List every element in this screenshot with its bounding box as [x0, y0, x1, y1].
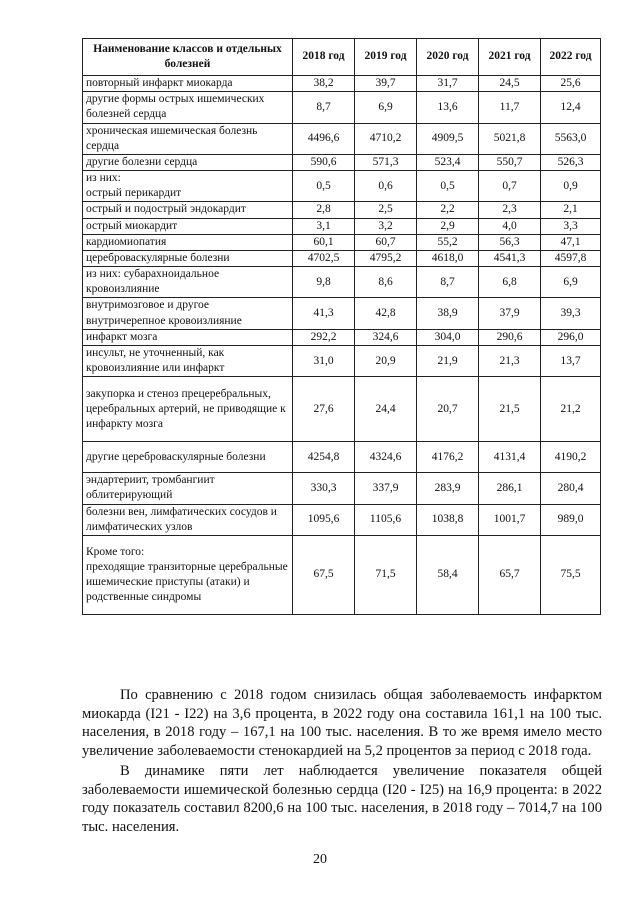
table-row	[83, 345, 601, 376]
row-value: 37,9	[479, 298, 541, 329]
row-value: 6,8	[479, 267, 541, 298]
table-row	[83, 442, 601, 473]
table-body	[83, 76, 601, 615]
row-value: 4,0	[479, 218, 541, 234]
row-value: 1038,8	[417, 504, 479, 535]
table-header-row	[83, 39, 601, 76]
row-value: 4176,2	[417, 442, 479, 473]
row-value: 6,9	[355, 92, 417, 123]
row-value: 27,6	[293, 377, 355, 442]
row-value: 3,1	[293, 218, 355, 234]
header-year: 2019 год	[355, 39, 417, 76]
row-value: 4618,0	[417, 250, 479, 266]
row-value: 13,6	[417, 92, 479, 123]
row-value: 6,9	[541, 267, 601, 298]
row-value: 2,3	[479, 202, 541, 218]
row-value: 290,6	[479, 329, 541, 345]
row-value: 8,6	[355, 267, 417, 298]
row-value: 75,5	[541, 535, 601, 614]
table-row	[83, 154, 601, 170]
row-value: 4131,4	[479, 442, 541, 473]
row-value: 526,3	[541, 154, 601, 170]
row-value: 47,1	[541, 234, 601, 250]
row-value: 65,7	[479, 535, 541, 614]
row-value: 39,7	[355, 76, 417, 92]
row-value: 2,5	[355, 202, 417, 218]
paragraph: По сравнению с 2018 годом снизилась общая заболеваемость инфарктом миокарда (I21 - I22) на 3,6 процента, в 2022 году она составила 161,1 на 100 тыс. населения, в 2018 году – 167,1 на 100 тыс. населения. В то же время имело место увеличение заболеваемости стенокардией на 5,2 процентов за период с 2018 года.	[82, 687, 602, 759]
table-row	[83, 92, 601, 123]
row-value: 0,5	[293, 171, 355, 202]
row-value: 4254,8	[293, 442, 355, 473]
table-row	[83, 535, 601, 614]
row-value: 21,3	[479, 345, 541, 376]
row-value: 39,3	[541, 298, 601, 329]
row-value: 2,2	[417, 202, 479, 218]
row-value: 20,7	[417, 377, 479, 442]
row-value: 283,9	[417, 473, 479, 504]
header-name: Наименование классов и отдельных болезней	[83, 39, 293, 76]
paragraph: В динамике пяти лет наблюдается увеличение показателя общей заболеваемости ишемической болезнью сердца (I20 - I25) на 16,9 процента: в 2022 году показатель составил 8200,6 на 100 тыс. населения, в 2018 году – 7014,7 на 100 тыс. населения.	[82, 763, 602, 835]
row-name: болезни вен, лимфатических сосудов и лимфатических узлов	[83, 504, 293, 535]
row-value: 58,4	[417, 535, 479, 614]
row-value: 0,9	[541, 171, 601, 202]
header-year: 2020 год	[417, 39, 479, 76]
row-value: 13,7	[541, 345, 601, 376]
row-value: 2,8	[293, 202, 355, 218]
row-value: 337,9	[355, 473, 417, 504]
row-name: из них: острый перикардит	[83, 171, 293, 202]
row-value: 38,9	[417, 298, 479, 329]
row-value: 12,4	[541, 92, 601, 123]
row-value: 60,1	[293, 234, 355, 250]
body-text	[82, 686, 602, 838]
row-name: Кроме того: преходящие транзиторные церебральные ишемические приступы (атаки) и родственные синдромы	[83, 535, 293, 614]
row-value: 21,2	[541, 377, 601, 442]
table-row	[83, 234, 601, 250]
row-value: 8,7	[417, 267, 479, 298]
row-value: 0,6	[355, 171, 417, 202]
row-value: 3,2	[355, 218, 417, 234]
row-value: 280,4	[541, 473, 601, 504]
row-name: хроническая ишемическая болезнь сердца	[83, 123, 293, 154]
row-value: 38,2	[293, 76, 355, 92]
row-value: 550,7	[479, 154, 541, 170]
table-row	[83, 298, 601, 329]
row-name: повторный инфаркт миокарда	[83, 76, 293, 92]
table-row	[83, 76, 601, 92]
row-name: острый миокардит	[83, 218, 293, 234]
row-name: эндартериит, тромбангиит облитерирующий	[83, 473, 293, 504]
row-value: 31,0	[293, 345, 355, 376]
row-value: 4190,2	[541, 442, 601, 473]
row-value: 286,1	[479, 473, 541, 504]
row-value: 4909,5	[417, 123, 479, 154]
row-value: 41,3	[293, 298, 355, 329]
morbidity-table	[82, 38, 601, 615]
row-value: 31,7	[417, 76, 479, 92]
row-value: 60,7	[355, 234, 417, 250]
table-row	[83, 202, 601, 218]
row-name: инфаркт мозга	[83, 329, 293, 345]
row-value: 2,1	[541, 202, 601, 218]
row-value: 1095,6	[293, 504, 355, 535]
row-name: закупорка и стеноз прецеребральных, церебральных артерий, не приводящие к инфаркту мозга	[83, 377, 293, 442]
row-value: 2,9	[417, 218, 479, 234]
table-row	[83, 267, 601, 298]
row-value: 25,6	[541, 76, 601, 92]
row-value: 4541,3	[479, 250, 541, 266]
table-row	[83, 171, 601, 202]
row-name: инсульт, не уточненный, как кровоизлияние или инфаркт	[83, 345, 293, 376]
row-value: 56,3	[479, 234, 541, 250]
row-name: кардиомиопатия	[83, 234, 293, 250]
row-name: внутримозговое и другое внутричерепное кровоизлияние	[83, 298, 293, 329]
row-value: 4597,8	[541, 250, 601, 266]
row-value: 0,5	[417, 171, 479, 202]
row-value: 1001,7	[479, 504, 541, 535]
row-value: 0,7	[479, 171, 541, 202]
table-row	[83, 473, 601, 504]
row-value: 304,0	[417, 329, 479, 345]
row-value: 590,6	[293, 154, 355, 170]
row-value: 24,5	[479, 76, 541, 92]
row-value: 21,5	[479, 377, 541, 442]
row-value: 67,5	[293, 535, 355, 614]
row-value: 8,7	[293, 92, 355, 123]
row-name: острый и подострый эндокардит	[83, 202, 293, 218]
row-value: 1105,6	[355, 504, 417, 535]
table-row	[83, 377, 601, 442]
row-value: 55,2	[417, 234, 479, 250]
row-value: 21,9	[417, 345, 479, 376]
row-value: 4324,6	[355, 442, 417, 473]
row-value: 3,3	[541, 218, 601, 234]
table-row	[83, 329, 601, 345]
row-value: 330,3	[293, 473, 355, 504]
row-value: 523,4	[417, 154, 479, 170]
row-value: 9,8	[293, 267, 355, 298]
row-value: 324,6	[355, 329, 417, 345]
row-value: 5563,0	[541, 123, 601, 154]
row-name: другие цереброваскулярные болезни	[83, 442, 293, 473]
row-name: цереброваскулярные болезни	[83, 250, 293, 266]
row-value: 989,0	[541, 504, 601, 535]
row-value: 4710,2	[355, 123, 417, 154]
row-name: из них: субарахноидальное кровоизлияние	[83, 267, 293, 298]
row-value: 4496,6	[293, 123, 355, 154]
table-row	[83, 123, 601, 154]
row-value: 11,7	[479, 92, 541, 123]
row-value: 571,3	[355, 154, 417, 170]
header-year: 2021 год	[479, 39, 541, 76]
row-value: 296,0	[541, 329, 601, 345]
row-value: 42,8	[355, 298, 417, 329]
header-year: 2018 год	[293, 39, 355, 76]
table-row	[83, 504, 601, 535]
row-name: другие формы острых ишемических болезней сердца	[83, 92, 293, 123]
row-value: 292,2	[293, 329, 355, 345]
row-value: 20,9	[355, 345, 417, 376]
page-number: 20	[313, 852, 327, 867]
row-value: 4795,2	[355, 250, 417, 266]
table-row	[83, 218, 601, 234]
table-row	[83, 250, 601, 266]
row-value: 4702,5	[293, 250, 355, 266]
row-value: 71,5	[355, 535, 417, 614]
header-year: 2022 год	[541, 39, 601, 76]
row-value: 5021,8	[479, 123, 541, 154]
row-name: другие болезни сердца	[83, 154, 293, 170]
row-value: 24,4	[355, 377, 417, 442]
